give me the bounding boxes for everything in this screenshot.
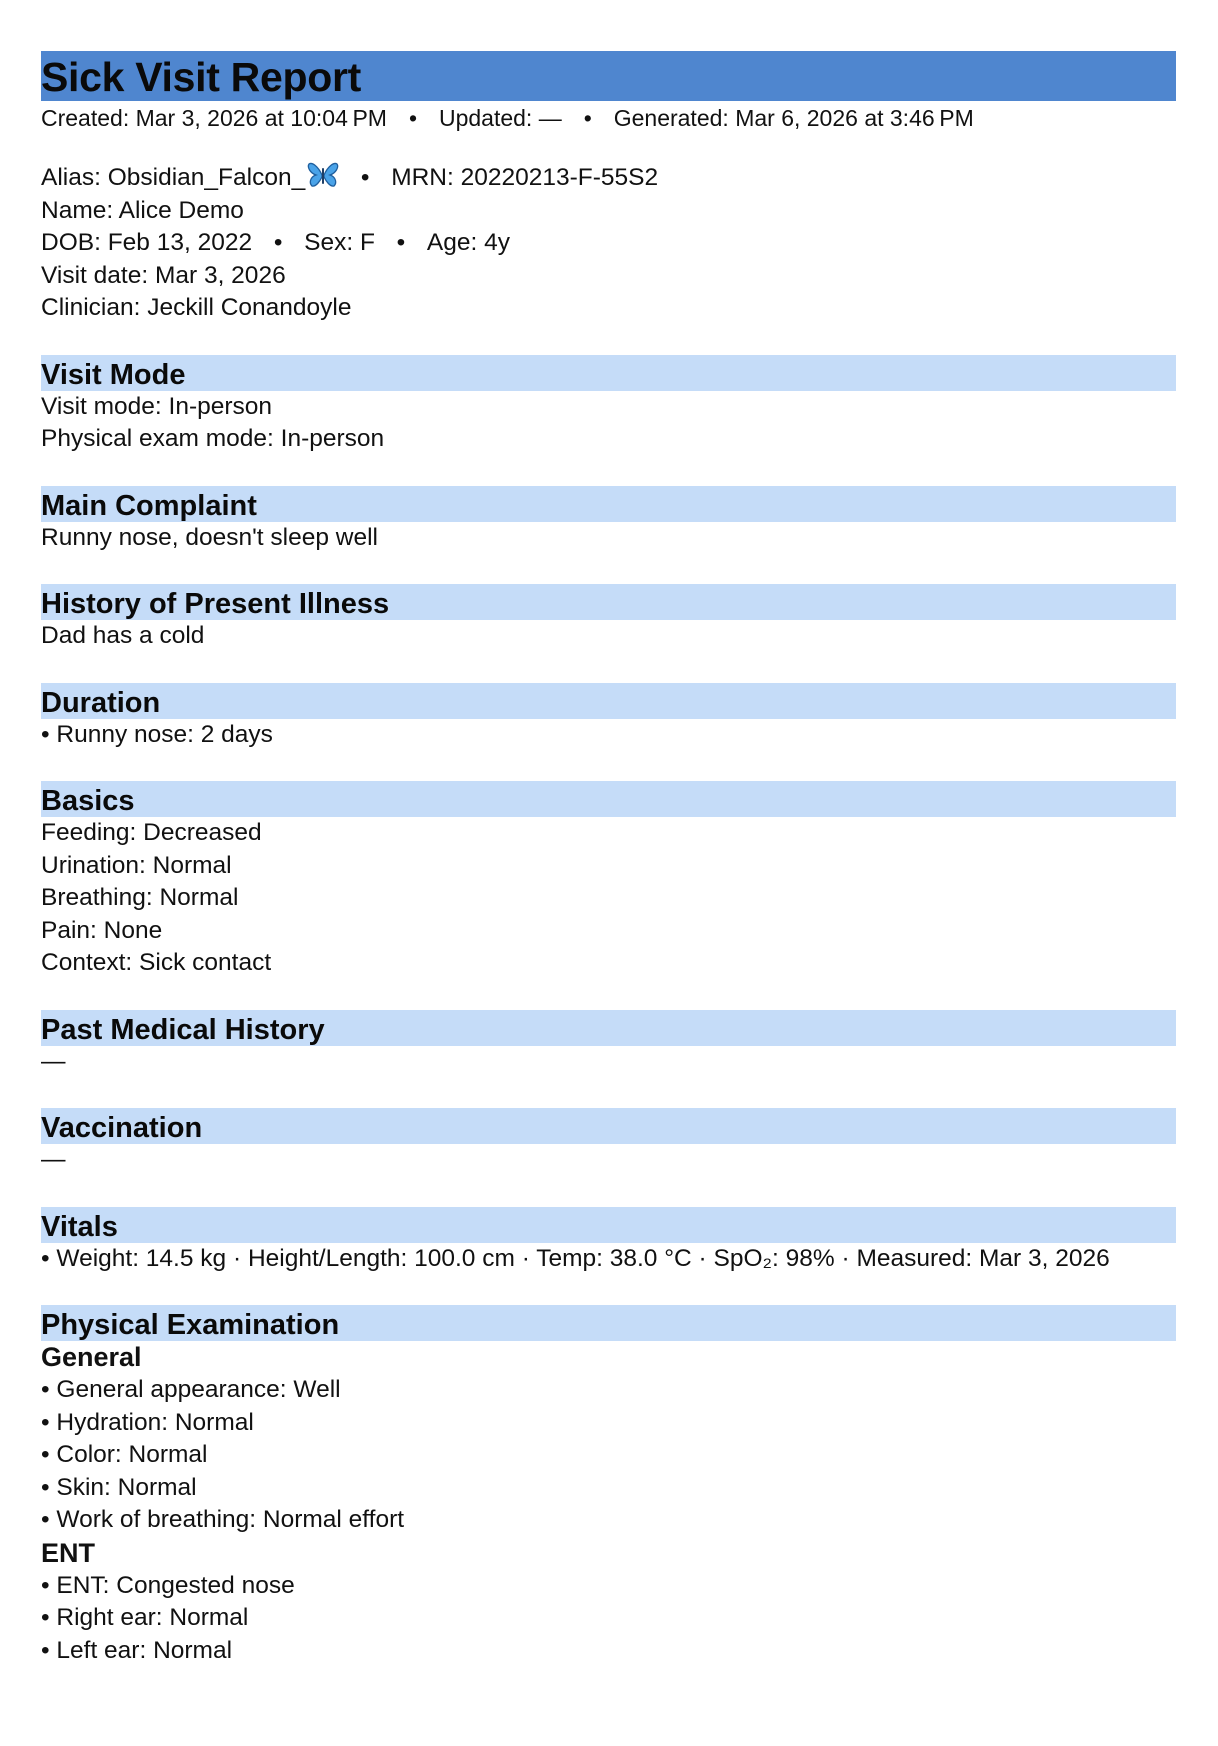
meta-separator: •: [408, 105, 417, 131]
demographics-line: [41, 227, 1176, 260]
exam-subsection-title: General: [41, 1342, 142, 1372]
section-line: Dad has a cold: [41, 622, 205, 649]
exam-subsection-title: ENT: [41, 1537, 95, 1568]
patient-name: Name: Alice Demo: [41, 196, 244, 224]
section-title: Visit Mode: [41, 355, 1176, 391]
section-title: History of Present Illness: [41, 584, 1176, 620]
alias-line: [41, 162, 1176, 195]
section-title: Basics: [41, 781, 1176, 817]
section-title: Vaccination: [41, 1108, 1176, 1144]
report-title: Sick Visit Report: [41, 51, 1176, 101]
report-meta: [41, 103, 1176, 133]
section-title: Duration: [41, 683, 1176, 719]
section-main-complaint: [41, 486, 1176, 555]
section-line: • Runny nose: 2 days: [41, 720, 273, 748]
generated-timestamp: Generated: Mar 6, 2026 at 3:46 PM: [613, 105, 974, 131]
meta-separator: •: [583, 105, 592, 131]
section-line: Breathing: Normal: [41, 884, 239, 911]
section-title: Past Medical History: [41, 1010, 1176, 1046]
section-physical-examination: [41, 1305, 1176, 1667]
section-line: Runny nose, doesn't sleep well: [41, 523, 378, 551]
meta-separator: •: [396, 229, 406, 256]
section-line: Feeding: Decreased: [41, 819, 262, 846]
section-visit-mode: [41, 355, 1176, 456]
visit-date: Visit date: Mar 3, 2026: [41, 261, 286, 289]
exam-finding: • Right ear: Normal: [41, 1604, 249, 1631]
exam-finding: • Skin: Normal: [41, 1473, 197, 1501]
butterfly-icon: [307, 162, 339, 188]
meta-separator: •: [360, 164, 370, 191]
clinician: Clinician: Jeckill Conandoyle: [41, 294, 352, 321]
section-vaccination: [41, 1108, 1176, 1177]
section-duration: [41, 683, 1176, 752]
patient-sex: Sex: F: [304, 229, 375, 256]
vitals-line: • Weight: 14.5 kg · Height/Length: 100.0 cm · Temp: 38.0 °C · SpO₂: 98% · Measured: Mar 3, 2026: [41, 1244, 1110, 1272]
created-timestamp: Created: Mar 3, 2026 at 10:04 PM: [41, 105, 387, 131]
exam-finding: • Left ear: Normal: [41, 1636, 233, 1664]
meta-separator: •: [273, 229, 283, 256]
section-title: Main Complaint: [41, 486, 1176, 522]
section-line: Context: Sick contact: [41, 949, 272, 976]
section-title: Physical Examination: [41, 1305, 1176, 1341]
section-line: —: [41, 1146, 66, 1173]
section-line: —: [41, 1047, 66, 1075]
patient-info: [41, 162, 1176, 325]
section-past-medical-history: [41, 1010, 1176, 1079]
section-line: Visit mode: In-person: [41, 392, 273, 420]
section-line: Pain: None: [41, 916, 163, 944]
section-vitals: [41, 1207, 1176, 1276]
section-hpi: [41, 584, 1176, 653]
section-title: Vitals: [41, 1207, 1176, 1243]
patient-alias: Alias: Obsidian_Falcon_: [41, 164, 306, 191]
section-line: Physical exam mode: In-person: [41, 425, 385, 452]
exam-finding: • General appearance: Well: [41, 1376, 341, 1403]
section-line: Urination: Normal: [41, 851, 232, 879]
updated-timestamp: Updated: —: [438, 105, 562, 131]
exam-finding: • ENT: Congested nose: [41, 1571, 295, 1599]
exam-finding: • Color: Normal: [41, 1441, 208, 1468]
exam-finding: • Work of breathing: Normal effort: [41, 1506, 405, 1533]
exam-finding: • Hydration: Normal: [41, 1408, 254, 1436]
patient-mrn: MRN: 20220213-F-55S2: [391, 164, 659, 191]
patient-dob: DOB: Feb 13, 2022: [41, 229, 253, 256]
section-basics: [41, 781, 1176, 980]
patient-age: Age: 4y: [426, 229, 510, 256]
